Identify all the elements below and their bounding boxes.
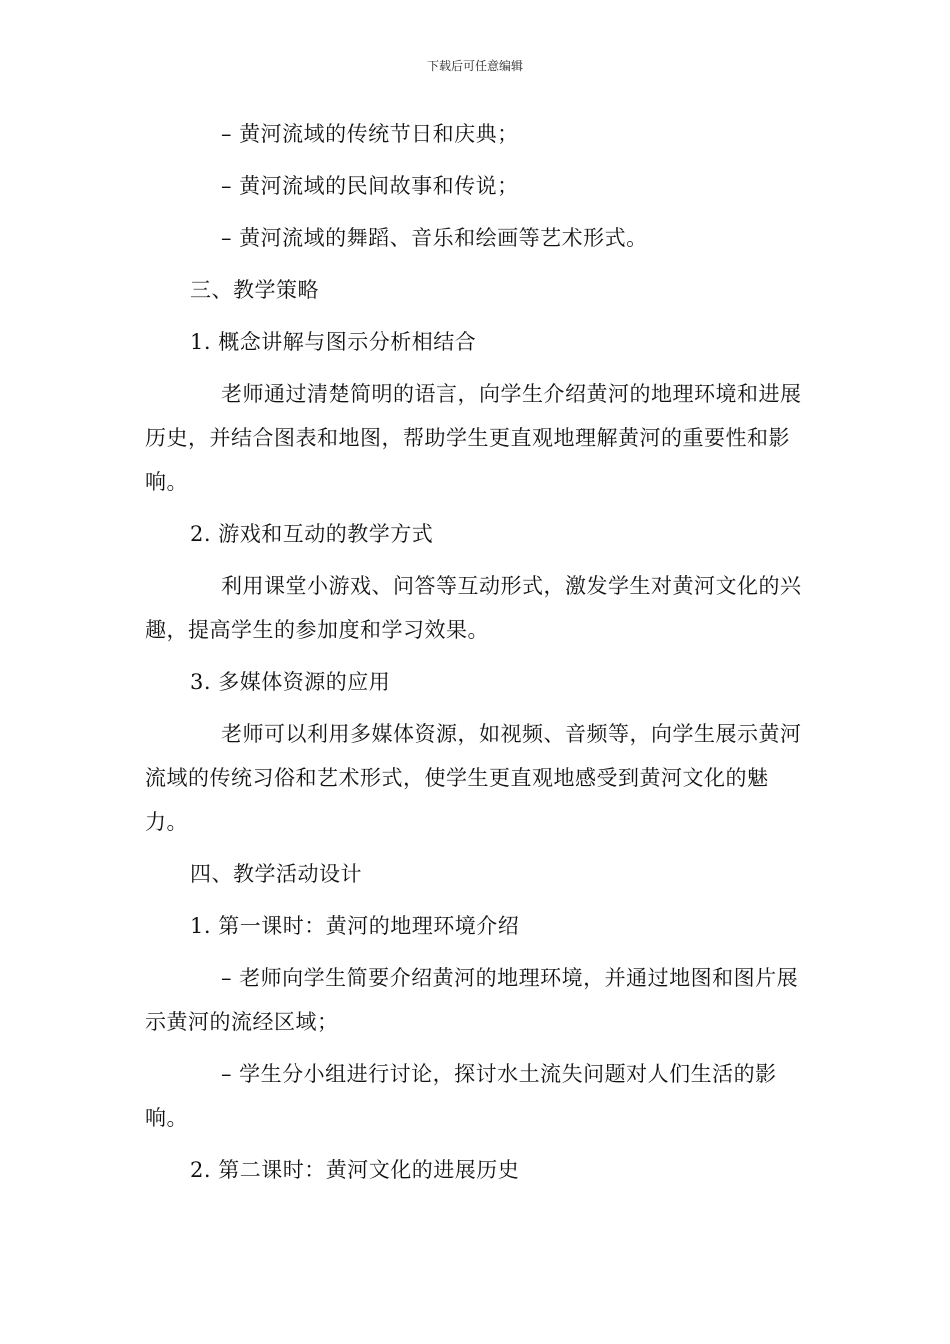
document-body (145, 112, 810, 1192)
bullet-festivals: – 黄河流域的传统节日和庆典； (221, 122, 519, 146)
strategy-item-3-body: 老师可以利用多媒体资源，如视频、音频等，向学生展示黄河流域的传统习俗和艺术形式，使学生更直观地感受到黄河文化的魅力。 (145, 722, 802, 834)
section-heading-activity-design: 四、教学活动设计 (190, 862, 362, 886)
strategy-item-1-title: 1. 概念讲解与图示分析相结合 (190, 330, 477, 354)
strategy-item-3-title: 3. 多媒体资源的应用 (190, 670, 391, 694)
activity-item-2-title: 2. 第二课时：黄河文化的进展历史 (190, 1158, 520, 1182)
bullet-art-forms: – 黄河流域的舞蹈、音乐和绘画等艺术形式。 (221, 226, 648, 250)
strategy-item-2-title: 2. 游戏和互动的教学方式 (190, 522, 434, 546)
strategy-item-2-body: 利用课堂小游戏、问答等互动形式，激发学生对黄河文化的兴趣，提高学生的参加度和学习效果。 (145, 574, 802, 642)
activity-item-1-bullet-1: – 老师向学生简要介绍黄河的地理环境，并通过地图和图片展示黄河的流经区域； (145, 966, 799, 1034)
activity-item-1-title: 1. 第一课时：黄河的地理环境介绍 (190, 914, 520, 938)
section-heading-teaching-strategy: 三、教学策略 (190, 278, 319, 302)
page-header-note: 下载后可任意编辑 (426, 59, 523, 73)
strategy-item-1-body: 老师通过清楚简明的语言，向学生介绍黄河的地理环境和进展历史，并结合图表和地图，帮助学生更直观地理解黄河的重要性和影响。 (145, 382, 802, 494)
activity-item-1-bullet-2: – 学生分小组进行讨论，探讨水土流失问题对人们生活的影响。 (145, 1062, 777, 1130)
bullet-folk-stories: – 黄河流域的民间故事和传说； (221, 174, 519, 198)
